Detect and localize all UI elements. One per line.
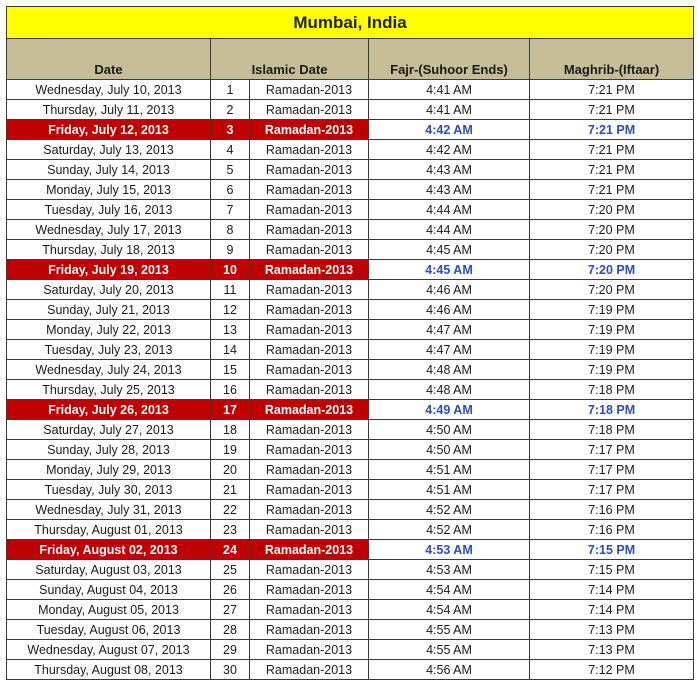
islamic-day-cell: 28 xyxy=(211,620,250,640)
islamic-day-cell: 30 xyxy=(211,660,250,680)
islamic-day-cell: 13 xyxy=(211,320,250,340)
fajr-time-cell: 4:44 AM xyxy=(369,200,530,220)
fajr-time-cell: 4:41 AM xyxy=(369,100,530,120)
maghrib-time-cell: 7:15 PM xyxy=(530,540,694,560)
table-row xyxy=(7,200,694,220)
date-cell: Wednesday, July 17, 2013 xyxy=(7,220,211,240)
table-row xyxy=(7,500,694,520)
maghrib-time-cell: 7:20 PM xyxy=(530,260,694,280)
fajr-time-cell: 4:42 AM xyxy=(369,140,530,160)
table-row xyxy=(7,440,694,460)
ramadan-timetable xyxy=(6,6,694,680)
fajr-time-cell: 4:53 AM xyxy=(369,560,530,580)
islamic-month-cell: Ramadan-2013 xyxy=(250,300,369,320)
islamic-day-cell: 1 xyxy=(211,80,250,100)
table-row xyxy=(7,80,694,100)
islamic-day-cell: 6 xyxy=(211,180,250,200)
maghrib-time-cell: 7:21 PM xyxy=(530,140,694,160)
date-cell: Thursday, August 08, 2013 xyxy=(7,660,211,680)
table-row xyxy=(7,220,694,240)
maghrib-time-cell: 7:18 PM xyxy=(530,420,694,440)
maghrib-time-cell: 7:21 PM xyxy=(530,180,694,200)
table-row xyxy=(7,240,694,260)
fajr-time-cell: 4:56 AM xyxy=(369,660,530,680)
islamic-day-cell: 5 xyxy=(211,160,250,180)
islamic-month-cell: Ramadan-2013 xyxy=(250,660,369,680)
maghrib-time-cell: 7:21 PM xyxy=(530,100,694,120)
fajr-time-cell: 4:45 AM xyxy=(369,240,530,260)
maghrib-time-cell: 7:12 PM xyxy=(530,660,694,680)
fajr-time-cell: 4:46 AM xyxy=(369,300,530,320)
table-row xyxy=(7,100,694,120)
date-cell: Saturday, July 13, 2013 xyxy=(7,140,211,160)
islamic-day-cell: 19 xyxy=(211,440,250,460)
islamic-month-cell: Ramadan-2013 xyxy=(250,280,369,300)
date-cell: Monday, August 05, 2013 xyxy=(7,600,211,620)
fajr-time-cell: 4:50 AM xyxy=(369,420,530,440)
islamic-month-cell: Ramadan-2013 xyxy=(250,640,369,660)
table-row xyxy=(7,620,694,640)
islamic-day-cell: 16 xyxy=(211,380,250,400)
islamic-day-cell: 12 xyxy=(211,300,250,320)
maghrib-time-cell: 7:15 PM xyxy=(530,560,694,580)
maghrib-time-cell: 7:21 PM xyxy=(530,160,694,180)
maghrib-time-cell: 7:19 PM xyxy=(530,320,694,340)
fajr-time-cell: 4:52 AM xyxy=(369,520,530,540)
fajr-time-cell: 4:55 AM xyxy=(369,620,530,640)
header-fajr: Fajr-(Suhoor Ends) xyxy=(369,39,530,80)
islamic-month-cell: Ramadan-2013 xyxy=(250,400,369,420)
table-row xyxy=(7,460,694,480)
islamic-day-cell: 24 xyxy=(211,540,250,560)
islamic-day-cell: 9 xyxy=(211,240,250,260)
date-cell: Thursday, August 01, 2013 xyxy=(7,520,211,540)
date-cell: Saturday, July 27, 2013 xyxy=(7,420,211,440)
maghrib-time-cell: 7:17 PM xyxy=(530,480,694,500)
table-row xyxy=(7,280,694,300)
fajr-time-cell: 4:50 AM xyxy=(369,440,530,460)
islamic-day-cell: 4 xyxy=(211,140,250,160)
date-cell: Tuesday, July 30, 2013 xyxy=(7,480,211,500)
islamic-month-cell: Ramadan-2013 xyxy=(250,560,369,580)
date-cell: Wednesday, August 07, 2013 xyxy=(7,640,211,660)
table-row-friday xyxy=(7,400,694,420)
fajr-time-cell: 4:44 AM xyxy=(369,220,530,240)
date-cell: Wednesday, July 24, 2013 xyxy=(7,360,211,380)
islamic-day-cell: 27 xyxy=(211,600,250,620)
date-cell: Wednesday, July 10, 2013 xyxy=(7,80,211,100)
table-row xyxy=(7,580,694,600)
islamic-month-cell: Ramadan-2013 xyxy=(250,200,369,220)
table-row xyxy=(7,480,694,500)
islamic-day-cell: 7 xyxy=(211,200,250,220)
islamic-month-cell: Ramadan-2013 xyxy=(250,500,369,520)
table-body xyxy=(7,80,694,680)
table-row xyxy=(7,560,694,580)
fajr-time-cell: 4:41 AM xyxy=(369,80,530,100)
header-row xyxy=(7,39,694,80)
islamic-month-cell: Ramadan-2013 xyxy=(250,140,369,160)
maghrib-time-cell: 7:20 PM xyxy=(530,280,694,300)
islamic-month-cell: Ramadan-2013 xyxy=(250,340,369,360)
islamic-month-cell: Ramadan-2013 xyxy=(250,380,369,400)
maghrib-time-cell: 7:17 PM xyxy=(530,440,694,460)
fajr-time-cell: 4:54 AM xyxy=(369,580,530,600)
islamic-month-cell: Ramadan-2013 xyxy=(250,540,369,560)
maghrib-time-cell: 7:20 PM xyxy=(530,200,694,220)
islamic-day-cell: 29 xyxy=(211,640,250,660)
islamic-day-cell: 21 xyxy=(211,480,250,500)
date-cell: Saturday, August 03, 2013 xyxy=(7,560,211,580)
islamic-day-cell: 2 xyxy=(211,100,250,120)
islamic-month-cell: Ramadan-2013 xyxy=(250,320,369,340)
islamic-month-cell: Ramadan-2013 xyxy=(250,440,369,460)
date-cell: Friday, July 19, 2013 xyxy=(7,260,211,280)
islamic-month-cell: Ramadan-2013 xyxy=(250,220,369,240)
islamic-month-cell: Ramadan-2013 xyxy=(250,180,369,200)
date-cell: Friday, August 02, 2013 xyxy=(7,540,211,560)
date-cell: Tuesday, July 16, 2013 xyxy=(7,200,211,220)
islamic-month-cell: Ramadan-2013 xyxy=(250,240,369,260)
fajr-time-cell: 4:48 AM xyxy=(369,380,530,400)
fajr-time-cell: 4:49 AM xyxy=(369,400,530,420)
islamic-day-cell: 14 xyxy=(211,340,250,360)
maghrib-time-cell: 7:20 PM xyxy=(530,240,694,260)
maghrib-time-cell: 7:18 PM xyxy=(530,380,694,400)
fajr-time-cell: 4:42 AM xyxy=(369,120,530,140)
islamic-day-cell: 23 xyxy=(211,520,250,540)
maghrib-time-cell: 7:14 PM xyxy=(530,580,694,600)
fajr-time-cell: 4:54 AM xyxy=(369,600,530,620)
date-cell: Monday, July 15, 2013 xyxy=(7,180,211,200)
islamic-month-cell: Ramadan-2013 xyxy=(250,120,369,140)
islamic-day-cell: 15 xyxy=(211,360,250,380)
islamic-month-cell: Ramadan-2013 xyxy=(250,520,369,540)
date-cell: Tuesday, August 06, 2013 xyxy=(7,620,211,640)
date-cell: Sunday, July 14, 2013 xyxy=(7,160,211,180)
table-row xyxy=(7,160,694,180)
header-maghrib: Maghrib-(Iftaar) xyxy=(530,39,694,80)
date-cell: Friday, July 26, 2013 xyxy=(7,400,211,420)
fajr-time-cell: 4:47 AM xyxy=(369,320,530,340)
islamic-day-cell: 20 xyxy=(211,460,250,480)
maghrib-time-cell: 7:14 PM xyxy=(530,600,694,620)
islamic-month-cell: Ramadan-2013 xyxy=(250,600,369,620)
islamic-day-cell: 11 xyxy=(211,280,250,300)
date-cell: Tuesday, July 23, 2013 xyxy=(7,340,211,360)
fajr-time-cell: 4:48 AM xyxy=(369,360,530,380)
fajr-time-cell: 4:55 AM xyxy=(369,640,530,660)
header-date: Date xyxy=(7,39,211,80)
fajr-time-cell: 4:43 AM xyxy=(369,160,530,180)
islamic-month-cell: Ramadan-2013 xyxy=(250,160,369,180)
maghrib-time-cell: 7:13 PM xyxy=(530,620,694,640)
maghrib-time-cell: 7:19 PM xyxy=(530,340,694,360)
fajr-time-cell: 4:43 AM xyxy=(369,180,530,200)
table-row xyxy=(7,420,694,440)
maghrib-time-cell: 7:21 PM xyxy=(530,80,694,100)
date-cell: Friday, July 12, 2013 xyxy=(7,120,211,140)
table-row-friday xyxy=(7,120,694,140)
islamic-day-cell: 8 xyxy=(211,220,250,240)
maghrib-time-cell: 7:17 PM xyxy=(530,460,694,480)
table-row xyxy=(7,320,694,340)
table-row xyxy=(7,340,694,360)
islamic-month-cell: Ramadan-2013 xyxy=(250,420,369,440)
table-row xyxy=(7,660,694,680)
date-cell: Sunday, July 28, 2013 xyxy=(7,440,211,460)
islamic-day-cell: 3 xyxy=(211,120,250,140)
fajr-time-cell: 4:45 AM xyxy=(369,260,530,280)
date-cell: Monday, July 29, 2013 xyxy=(7,460,211,480)
table-title: Mumbai, India xyxy=(7,7,694,39)
islamic-month-cell: Ramadan-2013 xyxy=(250,80,369,100)
fajr-time-cell: 4:51 AM xyxy=(369,460,530,480)
islamic-month-cell: Ramadan-2013 xyxy=(250,620,369,640)
fajr-time-cell: 4:51 AM xyxy=(369,480,530,500)
islamic-month-cell: Ramadan-2013 xyxy=(250,460,369,480)
table-row xyxy=(7,180,694,200)
maghrib-time-cell: 7:13 PM xyxy=(530,640,694,660)
islamic-month-cell: Ramadan-2013 xyxy=(250,100,369,120)
fajr-time-cell: 4:47 AM xyxy=(369,340,530,360)
table-row-friday xyxy=(7,540,694,560)
islamic-month-cell: Ramadan-2013 xyxy=(250,480,369,500)
table-row xyxy=(7,140,694,160)
table-row xyxy=(7,360,694,380)
date-cell: Wednesday, July 31, 2013 xyxy=(7,500,211,520)
date-cell: Sunday, July 21, 2013 xyxy=(7,300,211,320)
fajr-time-cell: 4:46 AM xyxy=(369,280,530,300)
date-cell: Monday, July 22, 2013 xyxy=(7,320,211,340)
maghrib-time-cell: 7:16 PM xyxy=(530,500,694,520)
islamic-day-cell: 26 xyxy=(211,580,250,600)
islamic-day-cell: 10 xyxy=(211,260,250,280)
maghrib-time-cell: 7:16 PM xyxy=(530,520,694,540)
islamic-month-cell: Ramadan-2013 xyxy=(250,360,369,380)
table-row xyxy=(7,380,694,400)
date-cell: Sunday, August 04, 2013 xyxy=(7,580,211,600)
table-row xyxy=(7,600,694,620)
table-row-friday xyxy=(7,260,694,280)
fajr-time-cell: 4:52 AM xyxy=(369,500,530,520)
date-cell: Thursday, July 11, 2013 xyxy=(7,100,211,120)
fajr-time-cell: 4:53 AM xyxy=(369,540,530,560)
islamic-day-cell: 17 xyxy=(211,400,250,420)
maghrib-time-cell: 7:19 PM xyxy=(530,300,694,320)
header-islamic-date: Islamic Date xyxy=(211,39,369,80)
maghrib-time-cell: 7:19 PM xyxy=(530,360,694,380)
maghrib-time-cell: 7:20 PM xyxy=(530,220,694,240)
islamic-month-cell: Ramadan-2013 xyxy=(250,580,369,600)
table-row xyxy=(7,520,694,540)
maghrib-time-cell: 7:21 PM xyxy=(530,120,694,140)
islamic-month-cell: Ramadan-2013 xyxy=(250,260,369,280)
islamic-day-cell: 22 xyxy=(211,500,250,520)
date-cell: Thursday, July 25, 2013 xyxy=(7,380,211,400)
islamic-day-cell: 25 xyxy=(211,560,250,580)
islamic-day-cell: 18 xyxy=(211,420,250,440)
maghrib-time-cell: 7:18 PM xyxy=(530,400,694,420)
date-cell: Saturday, July 20, 2013 xyxy=(7,280,211,300)
date-cell: Thursday, July 18, 2013 xyxy=(7,240,211,260)
table-row xyxy=(7,640,694,660)
table-row xyxy=(7,300,694,320)
